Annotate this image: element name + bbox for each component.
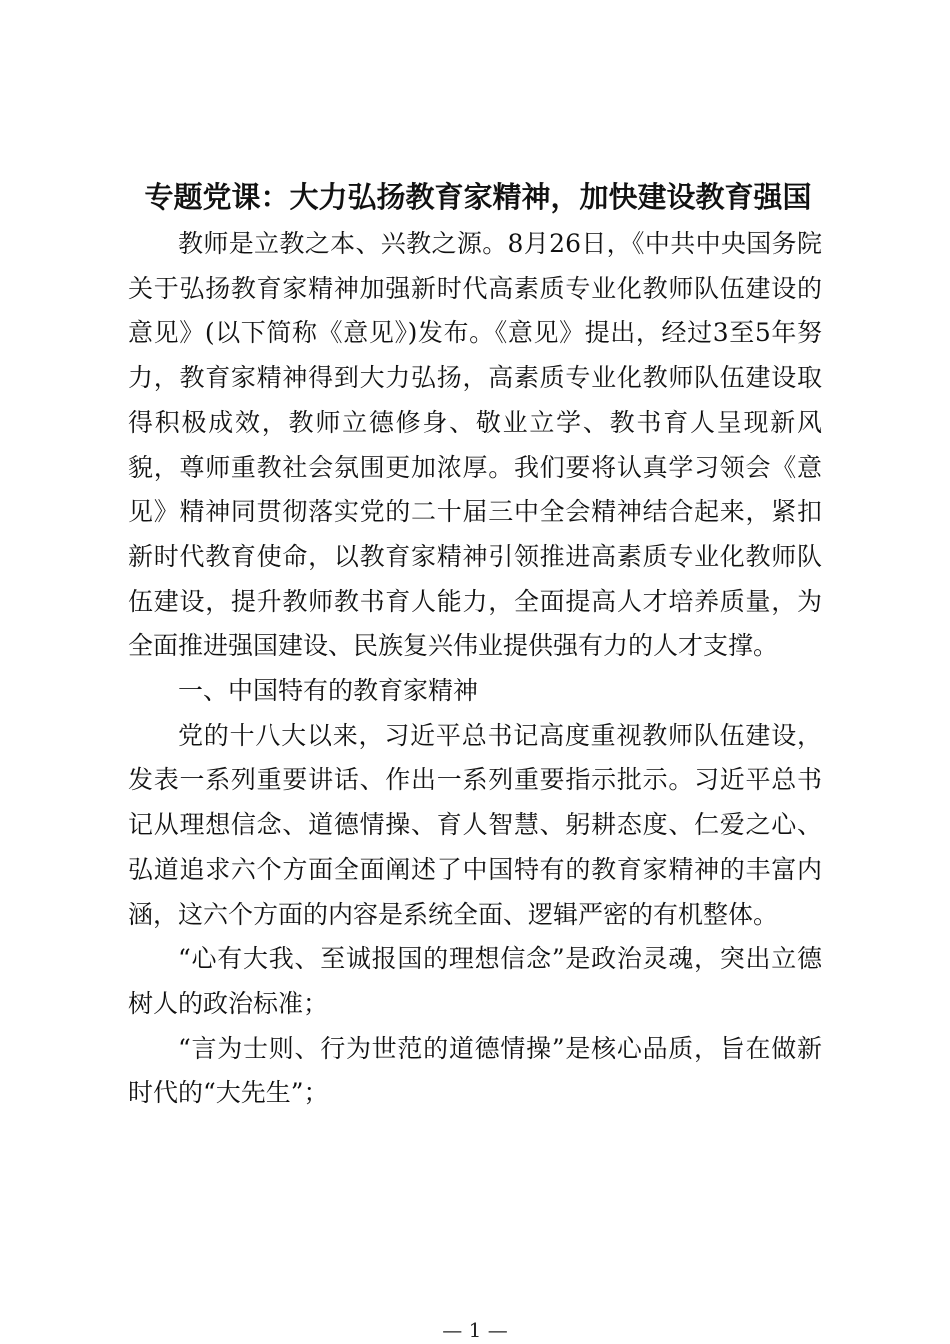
section-paragraph: “言为士则、行为世范的道德情操”是核心品质，旨在做新时代的“大先生”；: [128, 1033, 822, 1108]
intro-paragraph: 教师是立教之本、兴教之源。8月26日，《中共中央国务院关于弘扬教育家精神加强新时代高素质专业化教师队伍建设的意见》(以下简称《意见》)发布。《意见》提出，经过3至5年努力，教育家精神得到大力弘扬，高素质专业化教师队伍建设取得积极成效，教师立德修身、敬业立学、教书育人呈现新风貌，尊师重教社会氛围更加浓厚。我们要将认真学习领会《意见》精神同贯彻落实党的二十届三中全会精神结合起来，紧扣新时代教育使命，以教育家精神引领推进高素质专业化教师队伍建设，提升教师教书育人能力，全面提高人才培养质量，为全面推进强国建设、民族复兴伟业提供强有力的人才支撑。: [128, 229, 822, 661]
document-body: [128, 222, 822, 1116]
section-paragraph: “心有大我、至诚报国的理想信念”是政治灵魂，突出立德树人的政治标准；: [128, 944, 822, 1018]
document-title: 专题党课：大力弘扬教育家精神，加快建设教育强国: [144, 180, 812, 214]
page-number: — 1 —: [442, 1318, 508, 1342]
section-heading: 一、中国特有的教育家精神: [178, 676, 479, 706]
section-paragraph: 党的十八大以来，习近平总书记高度重视教师队伍建设，发表一系列重要讲话、作出一系列重要指示批示。习近平总书记从理想信念、道德情操、育人智慧、躬耕态度、仁爱之心、弘道追求六个方面全面阐述了中国特有的教育家精神的丰富内涵，这六个方面的内容是系统全面、逻辑严密的有机整体。: [128, 720, 822, 929]
